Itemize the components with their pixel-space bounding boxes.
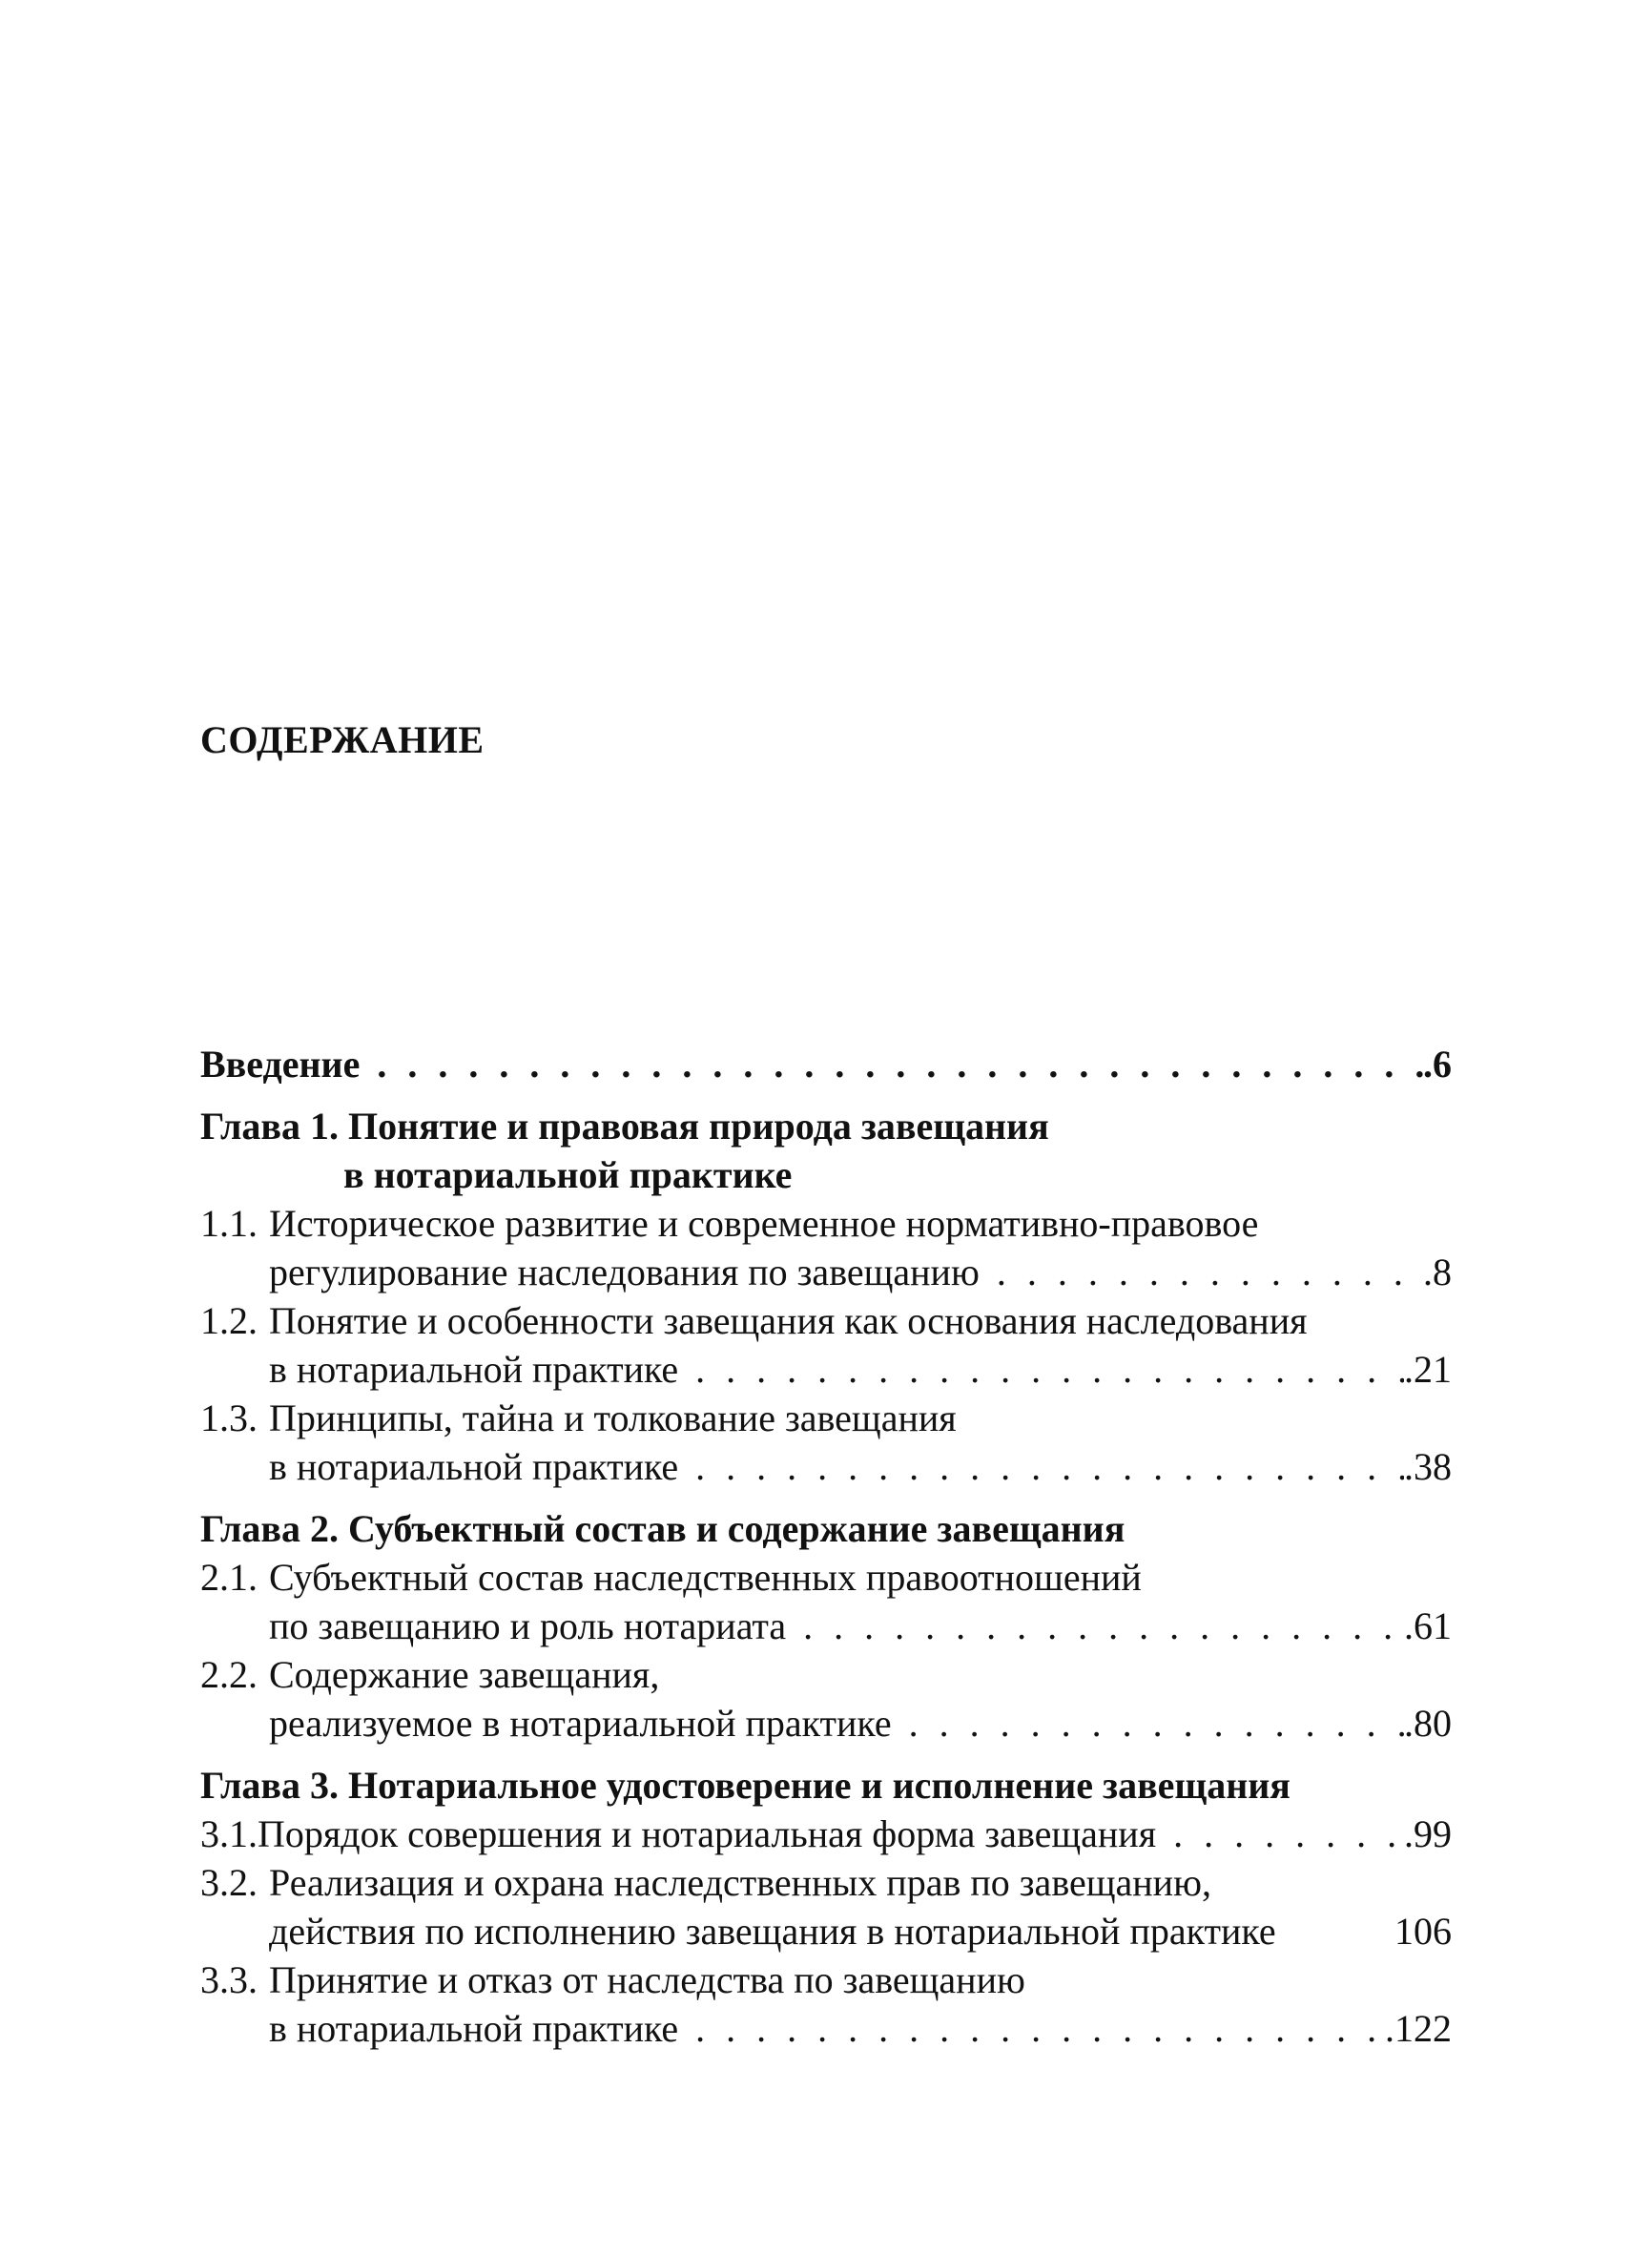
toc-chapter-2-title[interactable]: [200, 1504, 1452, 1553]
toc-section-1-2[interactable]: [200, 1296, 1452, 1345]
toc-section-2-1[interactable]: [200, 1553, 1452, 1602]
toc-section-1-1-cont[interactable]: [200, 1248, 1452, 1296]
section-title: Принципы, тайна и толкование завещания: [269, 1396, 957, 1439]
dot-leader: [377, 1040, 1423, 1088]
section-number: 1.3.: [200, 1396, 258, 1439]
toc-page-number: .99: [1404, 1812, 1452, 1855]
toc-page-number: .61: [1404, 1604, 1452, 1647]
toc-section-3-3-cont[interactable]: [200, 2004, 1452, 2053]
section-title: Принятие и отказ от наследства по завещанию: [269, 1958, 1025, 2001]
toc-section-1-3-cont[interactable]: [200, 1442, 1452, 1491]
section-title: Реализация и охрана наследственных прав по завещанию,: [269, 1861, 1211, 1904]
toc-section-2-2[interactable]: [200, 1650, 1452, 1699]
chapter-title: Глава 1. Понятие и правовая природа завещания: [200, 1105, 1049, 1148]
dot-leader: [1173, 1810, 1404, 1858]
section-title: Содержание завещания,: [269, 1653, 660, 1696]
toc-entry-intro[interactable]: [200, 1040, 1452, 1088]
section-title: Понятие и особенности завещания как основания наследования: [269, 1299, 1308, 1342]
toc-section-2-1-cont[interactable]: [200, 1602, 1452, 1650]
dot-leader: [695, 2004, 1385, 2053]
section-number: 1.2.: [200, 1299, 258, 1342]
toc-section-3-2[interactable]: [200, 1858, 1452, 1907]
toc-section-1-3[interactable]: [200, 1394, 1452, 1442]
toc-section-3-2-cont[interactable]: [200, 1907, 1452, 1955]
chapter-title: Глава 3. Нотариальное удостоверение и исполнение завещания: [200, 1764, 1291, 1807]
toc-section-3-1[interactable]: [200, 1810, 1452, 1858]
section-title-cont: реализуемое в нотариальной практике: [269, 1702, 892, 1745]
section-title-cont: по завещанию и роль нотариата: [269, 1604, 787, 1647]
section-title: Порядок совершения и нотариальная форма завещания: [258, 1812, 1157, 1855]
section-title-cont: действия по исполнению завещания в нотариальной практике: [269, 1910, 1276, 1953]
section-title: Субъектный состав наследственных правоотношений: [269, 1556, 1142, 1599]
section-title-cont: в нотариальной практике: [269, 2007, 679, 2050]
toc-page-number: 106: [1394, 1910, 1452, 1953]
dot-leader: [997, 1248, 1423, 1296]
dot-leader: [909, 1699, 1404, 1748]
toc-page-number: .8: [1423, 1251, 1452, 1293]
section-title-cont: в нотариальной практике: [269, 1445, 679, 1488]
toc-section-2-2-cont[interactable]: [200, 1699, 1452, 1748]
section-number: 2.2.: [200, 1653, 258, 1696]
section-number: 3.1.: [200, 1812, 258, 1855]
toc-page-number: .38: [1404, 1445, 1452, 1488]
toc-section-1-2-cont[interactable]: [200, 1345, 1452, 1394]
toc-entry-title: Введение: [200, 1043, 361, 1086]
toc-page-number: .122: [1385, 2007, 1452, 2050]
chapter-title-cont: в нотариальной практике: [343, 1153, 793, 1196]
section-title-cont: регулирование наследования по завещанию: [269, 1251, 980, 1293]
toc-chapter-3-title[interactable]: [200, 1761, 1452, 1810]
toc-chapter-1-title[interactable]: [200, 1102, 1452, 1150]
section-number: 2.1.: [200, 1556, 258, 1599]
section-number: 3.2.: [200, 1861, 258, 1904]
section-title: Историческое развитие и современное нормативно-правовое: [269, 1202, 1259, 1245]
page-title: СОДЕРЖАНИЕ: [200, 718, 485, 761]
chapter-title: Глава 2. Субъектный состав и содержание завещания: [200, 1507, 1125, 1550]
toc-page-number: .6: [1423, 1043, 1452, 1086]
section-number: 1.1.: [200, 1202, 258, 1245]
table-of-contents: [200, 1040, 1452, 2053]
section-number: 3.3.: [200, 1958, 258, 2001]
toc-section-1-1[interactable]: [200, 1199, 1452, 1248]
dot-leader: [803, 1602, 1404, 1650]
toc-chapter-1-title-cont: [200, 1150, 1452, 1199]
section-title-cont: в нотариальной практике: [269, 1348, 679, 1391]
dot-leader: [695, 1442, 1404, 1491]
toc-section-3-3[interactable]: [200, 1955, 1452, 2004]
dot-leader: [695, 1345, 1404, 1394]
toc-page-number: .21: [1404, 1348, 1452, 1391]
toc-page-number: .80: [1404, 1702, 1452, 1745]
